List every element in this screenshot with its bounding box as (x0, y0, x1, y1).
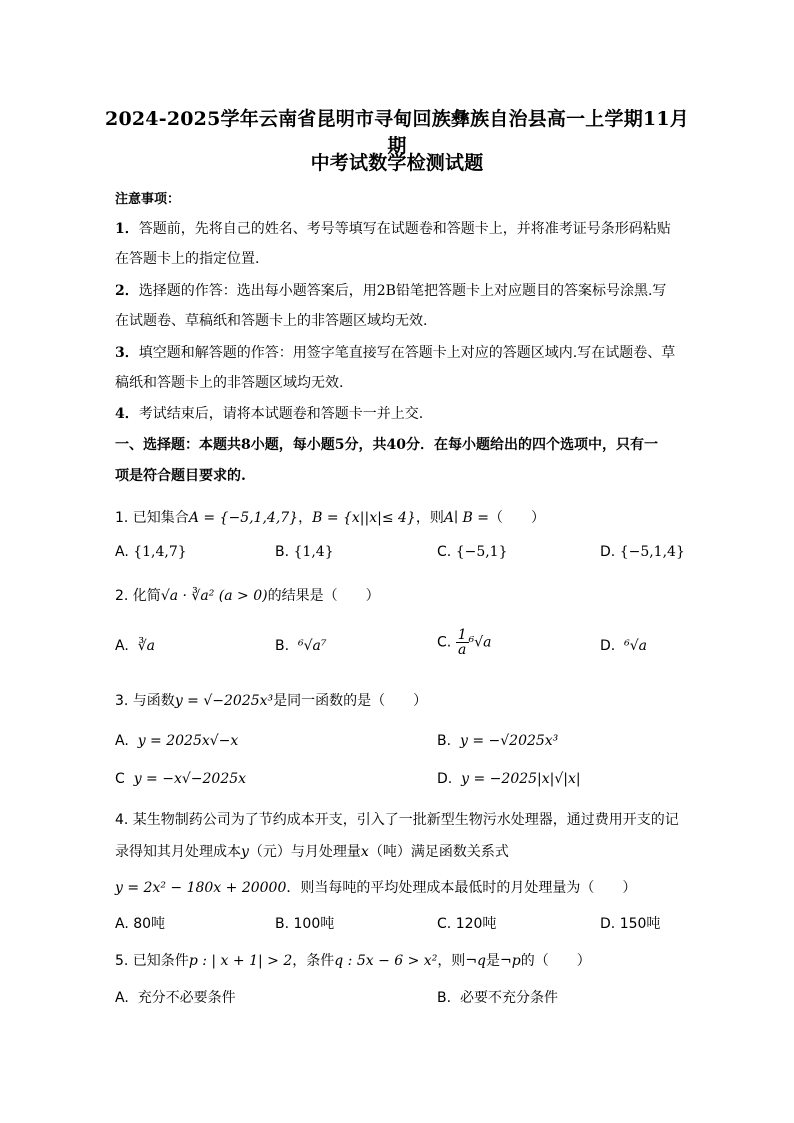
q4-text-b: （元）与月处理量 (248, 844, 361, 860)
q5-not-p: ¬p (500, 953, 521, 969)
notes-heading: 注意事项： (115, 192, 181, 207)
option-value: y = −2025|x|√|x| (461, 771, 581, 787)
note-1-number: 1． (115, 221, 139, 237)
note-3-line1 (115, 342, 675, 362)
q5-prefix: 5. 已知条件 (115, 953, 189, 969)
q4-option-a (115, 913, 165, 933)
option-value: {−5,1,4} (619, 544, 685, 560)
q5-mid: ，条件 (292, 953, 335, 969)
q2-option-b (275, 638, 326, 654)
option-value: 充分不必要条件 (137, 990, 236, 1006)
q3-suffix: 是同一函数的是（ ） (273, 693, 428, 709)
q5-condition-p: p : | x + 1| > 2 (188, 953, 293, 969)
q1-option-b (275, 544, 334, 560)
q2-option-c (437, 628, 492, 657)
q1-set-a: A = {−5,1,4,7} (188, 510, 299, 526)
option-label: A. (115, 733, 129, 749)
q1-suffix: ，则 (415, 510, 444, 526)
fraction-numerator: 1 (457, 627, 467, 643)
note-3-text: 填空题和解答题的作答：用签字笔直接写在答题卡上对应的答题区域内.写在试题卷、草 (138, 345, 676, 361)
exam-title-line1: 2024-2025学年云南省昆明市寻甸回族彝族自治县高一上学期11月期 (105, 108, 689, 157)
q1-answer-paren: （ ） (488, 510, 545, 526)
note-4-text: 考试结束后，请将本试题卷和答题卡一并上交. (138, 406, 424, 422)
option-label: D. (600, 638, 616, 654)
section1-heading-line2: 项是符合题目要求的. (115, 468, 246, 484)
note-2-number: 2． (115, 283, 139, 299)
q5-not-q: ¬q (465, 953, 487, 969)
question-2-stem (115, 585, 380, 605)
note-2-line1 (115, 280, 666, 300)
option-label: B. (275, 544, 290, 560)
note-4-line1 (115, 403, 423, 423)
q4-formula: y = 2x² − 180x + 20000 (115, 880, 287, 896)
q4-option-b (275, 913, 334, 933)
option-value: 必要不充分条件 (459, 990, 558, 1006)
q3-option-b (437, 733, 558, 749)
q2-option-c-fraction (456, 628, 469, 657)
option-label: D. (437, 771, 453, 787)
q5-mid2: ，则 (437, 953, 466, 969)
q1-prefix: 1. 已知集合 (115, 510, 189, 526)
q1-option-c (437, 544, 508, 560)
q2-option-d (600, 638, 647, 654)
q2-prefix: 2. 化简 (115, 588, 161, 604)
q5-suffix: 的（ ） (520, 953, 591, 969)
section1-heading-line1: 一、选择题：本题共8小题，每小题5分，共40分．在每小题给出的四个选项中，只有一 (115, 437, 658, 453)
note-2-line2: 在试题卷、草稿纸和答题卡上的非答题区域均无效. (115, 313, 428, 329)
q3-option-a (115, 733, 238, 749)
q5-option-a (115, 987, 236, 1007)
option-label: A. (115, 638, 129, 654)
q2-suffix: 的结果是（ ） (267, 588, 380, 604)
q1-option-d (600, 544, 685, 560)
q2-option-a (115, 638, 155, 654)
option-value: ⁶√a (624, 638, 648, 654)
question-1-stem (115, 507, 545, 527)
q4-var-x: x (360, 844, 369, 860)
option-value: ⁶√a⁷ (297, 638, 327, 654)
q4-text-c: （吨）满足函数关系式 (368, 844, 509, 860)
q2-expression: √a · ∛a² (a > 0) (160, 588, 268, 604)
q5-option-b (437, 987, 558, 1007)
q4-suffix: ．则当每吨的平均处理成本最低时的月处理量为（ ） (286, 880, 637, 896)
q4-option-c (437, 913, 496, 933)
option-label: B. (437, 990, 452, 1006)
note-3-line2: 稿纸和答题卡上的非答题区域均无效. (115, 375, 344, 391)
option-label: C (115, 771, 125, 787)
q3-prefix: 3. 与函数 (115, 693, 175, 709)
option-value: y = 2025x√−x (137, 733, 239, 749)
note-1-line1 (115, 218, 671, 238)
q1-comma: ， (298, 510, 313, 526)
q3-option-c (115, 771, 246, 787)
option-label: C. (437, 634, 452, 651)
note-4-number: 4． (115, 406, 139, 422)
q1-expression: A∣ B = (443, 510, 489, 526)
fraction-denominator: a (457, 642, 467, 658)
exam-title-line2: 中考试数学检测试题 (310, 152, 484, 174)
option-label: A. (115, 916, 129, 932)
option-value: 150吨 (619, 916, 661, 932)
option-value: ⁶√a (468, 634, 492, 651)
option-label: C. (437, 544, 452, 560)
q3-expression: y = √−2025x³ (174, 693, 274, 709)
question-4-line2 (115, 841, 509, 861)
option-label: A. (115, 544, 129, 560)
option-value: 100吨 (293, 916, 335, 932)
option-label: D. (600, 916, 616, 932)
option-value: ∛a (137, 638, 155, 654)
option-value: y = −√2025x³ (459, 733, 559, 749)
option-label: C. (437, 916, 452, 932)
q4-var-y: y (241, 844, 249, 860)
question-4-line3 (115, 877, 636, 897)
option-label: D. (600, 544, 616, 560)
note-1-line2: 在答题卡上的指定位置. (115, 251, 260, 267)
question-4-line1: 4. 某生物制药公司为了节约成本开支，引入了一批新型生物污水处理器，通过费用开支的记 (115, 812, 679, 828)
option-value: {1,4} (293, 544, 334, 560)
option-value: 120吨 (455, 916, 497, 932)
note-3-number: 3． (115, 345, 139, 361)
q1-option-a (115, 544, 187, 560)
question-5-stem (115, 950, 591, 970)
option-value: {−5,1} (455, 544, 508, 560)
option-label: A. (115, 990, 129, 1006)
note-1-text: 答题前，先将自己的姓名、考号等填写在试题卷和答题卡上，并将准考证号条形码粘贴 (138, 221, 671, 237)
option-label: B. (275, 916, 290, 932)
question-3-stem (115, 690, 427, 710)
option-label: B. (437, 733, 452, 749)
q4-option-d (600, 913, 660, 933)
option-value: 80吨 (133, 916, 166, 932)
q5-condition-q: q : 5x − 6 > x² (334, 953, 438, 969)
q3-option-d (437, 771, 581, 787)
note-2-text: 选择题的作答：选出每小题答案后，用2B铅笔把答题卡上对应题目的答案标号涂黑.写 (138, 283, 667, 299)
q4-text-a: 录得知其月处理成本 (115, 844, 241, 860)
option-label: B. (275, 638, 290, 654)
option-value: {1,4,7} (133, 544, 187, 560)
q1-set-b: B = {x||x|≤ 4} (312, 510, 416, 526)
option-value: y = −x√−2025x (133, 771, 247, 787)
q5-is: 是 (486, 953, 501, 969)
